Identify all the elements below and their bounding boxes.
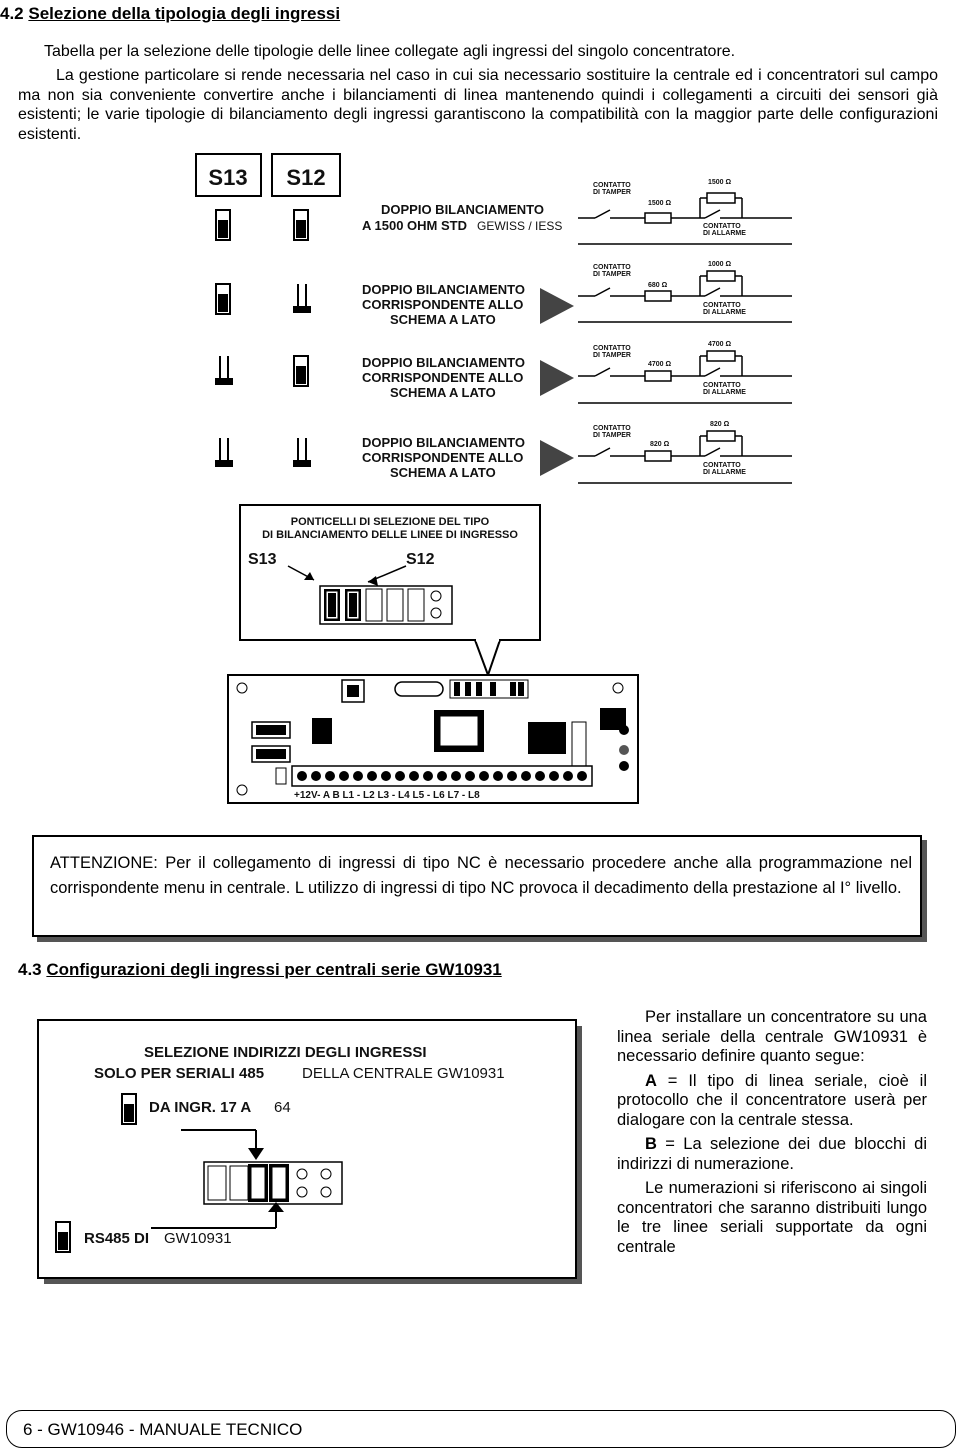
address-selection-panel [36, 1018, 588, 1290]
panel-title-2-bold: SOLO PER SERIALI 485 [94, 1065, 265, 1082]
row3-arrow [540, 360, 574, 396]
from-input-plain: 64 [274, 1099, 291, 1116]
right-text-p3: B = La selezione dei due blocchi di indirizzi di numerazione. [617, 1135, 927, 1173]
svg-text:4700 Ω: 4700 Ω [648, 361, 672, 368]
section-4-3-heading [18, 960, 502, 980]
svg-text:DI TAMPER: DI TAMPER [593, 189, 631, 196]
section-title: Selezione della tipologia degli ingressi [28, 4, 341, 23]
right-text-p1: Per installare un concentratore su una linea seriale della centrale GW10931 è necessario definire quanto segue: [617, 1008, 927, 1065]
svg-text:CONTATTO: CONTATTO [593, 425, 631, 432]
svg-text:CONTATTO: CONTATTO [703, 223, 741, 230]
row1-circuit-schematic [578, 179, 792, 244]
svg-text:4700 Ω: 4700 Ω [708, 341, 732, 348]
row4-s12-jumper-open [293, 438, 311, 467]
intro-paragraph: Tabella per la selezione delle tipologie delle linee collegate agli ingressi del singolo concentratore. [44, 43, 736, 60]
section-4-2-heading [0, 4, 340, 24]
svg-text:DI TAMPER: DI TAMPER [593, 352, 631, 359]
svg-text:DI ALLARME: DI ALLARME [703, 389, 746, 396]
row4-label-line1: DOPPIO BILANCIAMENTO [362, 435, 525, 450]
terminal-labels: +12V- A B L1 - L2 L3 - L4 L5 - L6 L7 - L8 [294, 790, 480, 801]
svg-text:680 Ω: 680 Ω [648, 282, 668, 289]
panel-jumper-icon-2 [56, 1222, 70, 1252]
section-number: 4.3 [18, 960, 42, 979]
svg-text:1500 Ω: 1500 Ω [648, 200, 672, 207]
row4-circuit-schematic [578, 421, 792, 483]
s13-header: S13 [208, 165, 248, 190]
svg-text:DI TAMPER: DI TAMPER [593, 271, 631, 278]
panel-jumper-icon-1 [122, 1094, 136, 1124]
attention-box [32, 835, 922, 937]
jumper-table-diagram [190, 150, 800, 490]
panel-title-2-plain: DELLA CENTRALE GW10931 [302, 1065, 505, 1082]
attention-text: ATTENZIONE: Per il collegamento di ingressi di tipo NC è necessario procedere anche alla programmazione nel corrispondente menu in centrale. L utilizzo di ingressi di tipo NC provoca il decadimento della prestazione al I° livello. [50, 854, 912, 897]
s12-header: S12 [286, 165, 326, 190]
svg-text:1000 Ω: 1000 Ω [708, 261, 732, 268]
row3-label-line3: SCHEMA A LATO [390, 385, 496, 400]
row2-circuit-schematic [578, 261, 792, 322]
page-footer [6, 1410, 956, 1448]
row3-label-line1: DOPPIO BILANCIAMENTO [362, 355, 525, 370]
callout-pointer [475, 640, 500, 675]
row2-arrow [540, 288, 574, 324]
right-text-p2: A = Il tipo di linea seriale, cioè il protocollo che il concentratore userà per dialogare con la centrale stessa. [617, 1071, 927, 1129]
callout-s13: S13 [248, 551, 277, 568]
row3-s12-jumper-closed [294, 356, 308, 386]
row2-s13-jumper-closed [216, 284, 230, 314]
row2-s12-jumper-open [293, 284, 311, 313]
svg-text:CONTATTO: CONTATTO [593, 264, 631, 271]
row1-label-extra: GEWISS / IESS [477, 219, 563, 233]
callout-title-2: DI BILANCIAMENTO DELLE LINEE DI INGRESSO [262, 529, 518, 541]
row2-label-line3: SCHEMA A LATO [390, 312, 496, 327]
svg-text:1500 Ω: 1500 Ω [708, 179, 732, 186]
row3-s13-jumper-open [215, 356, 233, 385]
section-title: Configurazioni degli ingressi per centrali serie GW10931 [46, 960, 502, 979]
svg-text:DI ALLARME: DI ALLARME [703, 469, 746, 476]
row4-label-line3: SCHEMA A LATO [390, 465, 496, 480]
row2-label-line1: DOPPIO BILANCIAMENTO [362, 282, 525, 297]
svg-text:CONTATTO: CONTATTO [703, 302, 741, 309]
right-text-p4: Le numerazioni si riferiscono ai singoli concentratori che saranno distribuiti lungo le tre linee seriali supportate da ogni centrale [617, 1179, 927, 1256]
section-number: 4.2 [0, 4, 24, 23]
row1-s13-jumper-closed [216, 210, 230, 240]
row1-label-line1: DOPPIO BILANCIAMENTO [381, 202, 544, 217]
right-column-text [617, 1008, 927, 1262]
board-diagram [220, 500, 645, 810]
svg-text:CONTATTO: CONTATTO [703, 462, 741, 469]
row3-label-line2: CORRISPONDENTE ALLO [362, 370, 524, 385]
row4-arrow [540, 440, 574, 476]
row4-label-line2: CORRISPONDENTE ALLO [362, 450, 524, 465]
svg-text:820 Ω: 820 Ω [710, 421, 730, 428]
row4-s13-jumper-open [215, 438, 233, 467]
rs485-plain: GW10931 [164, 1230, 232, 1247]
svg-text:DI TAMPER: DI TAMPER [593, 432, 631, 439]
svg-text:820 Ω: 820 Ω [650, 441, 670, 448]
rs485-bold: RS485 DI [84, 1230, 150, 1247]
svg-text:CONTATTO: CONTATTO [593, 345, 631, 352]
row2-label-line2: CORRISPONDENTE ALLO [362, 297, 524, 312]
body-paragraph: La gestione particolare si rende necessaria nel caso in cui sia necessario sostituire la centrale ed i concentratori sul campo ma non sia conveniente convertire anche i bilanciamenti di linea mantenendo quindi i collegamenti a circuiti dei sensori già esistenti; le varie tipologie di bilanciamento degli ingressi garantiscono la compatibilità con la maggior parte delle configurazioni esistenti. [18, 67, 938, 143]
svg-text:CONTATTO: CONTATTO [593, 182, 631, 189]
row1-label-line2: A 1500 OHM STD [362, 218, 467, 233]
footer-text: 6 - GW10946 - MANUALE TECNICO [23, 1420, 303, 1439]
panel-title-1: SELEZIONE INDIRIZZI DEGLI INGRESSI [144, 1044, 427, 1061]
callout-s12: S12 [406, 551, 435, 568]
svg-text:CONTATTO: CONTATTO [703, 382, 741, 389]
row1-s12-jumper-closed [294, 210, 308, 240]
row3-circuit-schematic [578, 341, 792, 403]
svg-text:DI ALLARME: DI ALLARME [703, 309, 746, 316]
svg-text:DI ALLARME: DI ALLARME [703, 230, 746, 237]
callout-title-1: PONTICELLI DI SELEZIONE DEL TIPO [290, 516, 490, 528]
from-input-bold: DA INGR. 17 A [149, 1099, 252, 1116]
